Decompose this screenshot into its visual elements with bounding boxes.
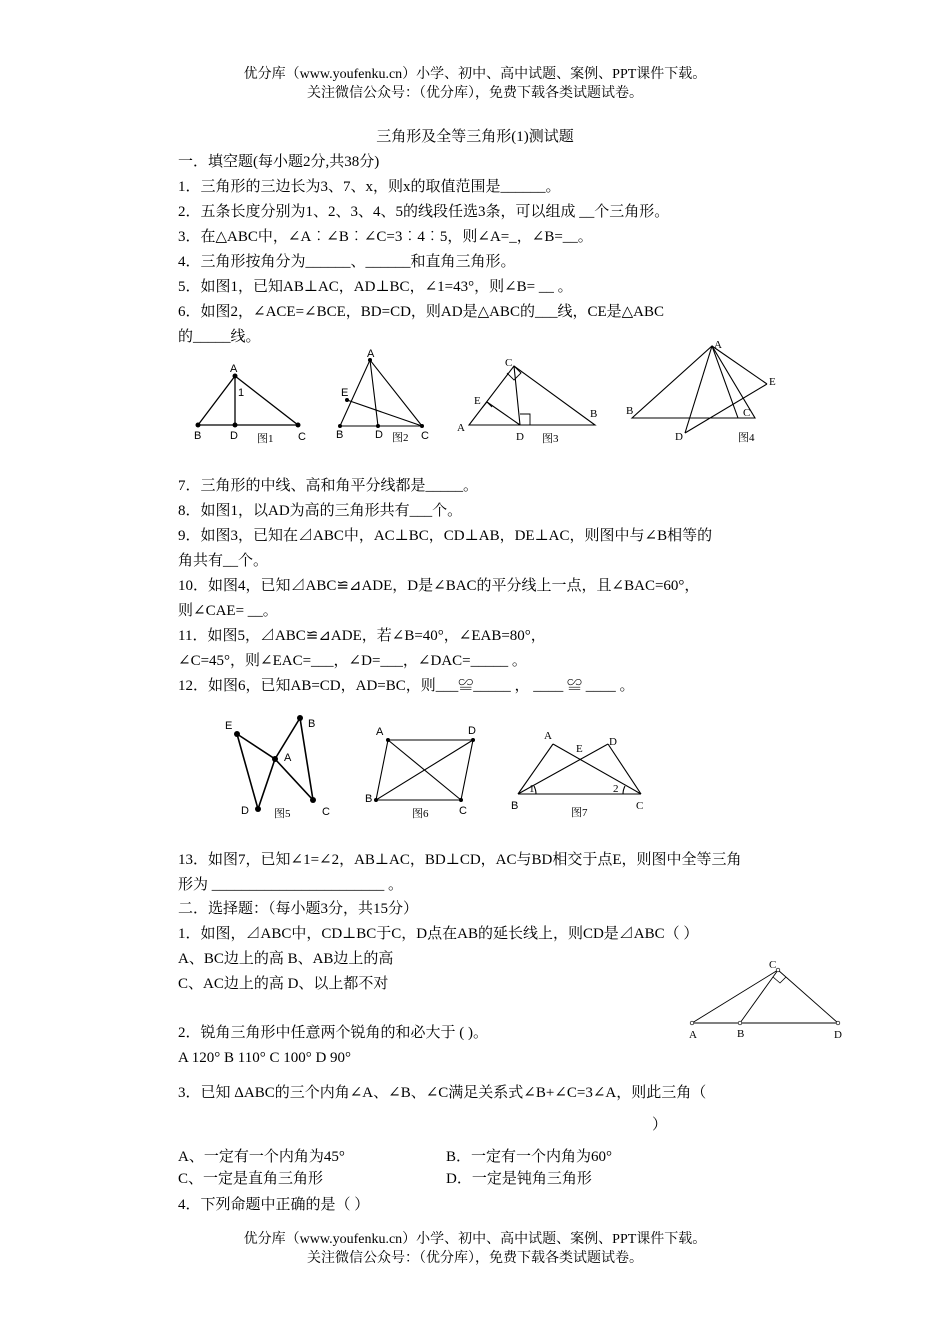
- question-line: 10．如图4，已知⊿ABC≌⊿ADE，D是∠BAC的平分线上一点，且∠BAC=60°，: [178, 578, 700, 594]
- option-c: C、一定是直角三角形: [178, 1171, 324, 1187]
- question-line: 7．三角形的中线、高和角平分线都是_____。: [178, 478, 479, 494]
- fig3-caption: 图3: [542, 433, 559, 445]
- fig5-label-c: C: [322, 806, 330, 818]
- figure-3: [455, 350, 605, 450]
- question-line: 5．如图1，已知AB⊥AC，AD⊥BC，∠1=43°，则∠B= __ 。: [178, 279, 573, 295]
- fig3-label-c: C: [505, 357, 513, 369]
- question-line: 2．锐角三角形中任意两个锐角的和必大于 ( )。: [178, 1025, 488, 1041]
- question-close-paren: ）: [652, 1117, 668, 1133]
- question-line: 4．下列命题中正确的是（ ）: [178, 1197, 370, 1213]
- fig5-label-a: A: [284, 752, 292, 764]
- fig7-label-a: A: [544, 730, 552, 742]
- fig3-label-e: E: [474, 395, 481, 407]
- question-line: 12．如图6，已知AB=CD，AD=BC，则___≌_____ ， ____ ≌ ____ 。: [178, 678, 635, 694]
- option-line: C、AC边上的高 D、以上都不对: [178, 976, 389, 992]
- fig4-label-c: C: [743, 407, 751, 419]
- fig7-caption: 图7: [571, 807, 588, 819]
- figq1-label-d: D: [834, 1029, 842, 1041]
- figure-7: [508, 726, 658, 826]
- question-line: 2．五条长度分别为1、2、3、4、5的线段任选3条，可以组成 __个三角形。: [178, 204, 670, 220]
- fig2-label-b: B: [336, 429, 344, 441]
- figure-1: [180, 360, 320, 450]
- fig4-label-d: D: [675, 431, 683, 443]
- question-line: ∠C=45°，则∠EAC=___，∠D=___，∠DAC=_____ 。: [178, 653, 527, 669]
- fig4-label-e: E: [769, 376, 776, 388]
- fig1-label-d: D: [230, 430, 238, 442]
- fig6-label-b: B: [365, 793, 373, 805]
- fig2-label-c: C: [421, 430, 429, 442]
- fig7-label-c: C: [636, 800, 644, 812]
- fig3-label-b: B: [590, 408, 598, 420]
- question-line: 3．已知 ΔABC的三个内角∠A、∠B、∠C满足关系式∠B+∠C=3∠A，则此三角（: [178, 1085, 707, 1101]
- question-line: 8．如图1，以AD为高的三角形共有___个。: [178, 503, 463, 519]
- page-title: 三角形及全等三角形(1)测试题: [376, 129, 574, 145]
- fig7-label-d: D: [609, 736, 617, 748]
- question-line: 4．三角形按角分为______、______和直角三角形。: [178, 254, 516, 270]
- fig1-label-1: 1: [238, 387, 245, 399]
- question-line: 1．三角形的三边长为3、7、x，则x的取值范围是______。: [178, 179, 561, 195]
- fig7-label-e: E: [576, 743, 583, 755]
- header-line-2: 关注微信公众号：（优分库），免费下载各类试题试卷。: [307, 86, 643, 101]
- question-line: 1．如图，⊿ABC中，CD⊥BC于C，D点在AB的延长线上，则CD是⊿ABC（ ）: [178, 926, 699, 942]
- question-line: 则∠CAE= __。: [178, 603, 278, 619]
- question-line: 13．如图7，已知∠1=∠2，AB⊥AC，BD⊥CD，AC与BD相交于点E，则图中全等三角: [178, 852, 742, 868]
- figure-4: [620, 338, 790, 448]
- fig2-label-d: D: [375, 429, 383, 441]
- fig7-label-1: 1: [529, 783, 535, 795]
- fig6-label-d: D: [468, 725, 476, 737]
- fig2-caption: 图2: [392, 432, 409, 444]
- section2-heading: 二．选择题：（每小题3分，共15分）: [178, 901, 419, 917]
- fig5-label-b: B: [308, 718, 316, 730]
- fig1-label-c: C: [298, 431, 306, 443]
- fig6-label-a: A: [376, 726, 384, 738]
- section1-heading: 一．填空题(每小题2分,共38分): [178, 154, 380, 170]
- figure-2: [330, 348, 440, 448]
- question-line: 11．如图5，⊿ABC≌⊿ADE，若∠B=40°，∠EAB=80°，: [178, 628, 546, 644]
- question-line: 6．如图2，∠ACE=∠BCE，BD=CD，则AD是△ABC的___线，CE是△ABC: [178, 304, 664, 320]
- figq1-label-b: B: [737, 1028, 745, 1040]
- option-a: A、一定有一个内角为45°: [178, 1149, 345, 1165]
- option-b: B．一定有一个内角为60°: [446, 1149, 613, 1165]
- fig4-caption: 图4: [738, 432, 755, 444]
- fig6-caption: 图6: [412, 808, 429, 820]
- question-line: 3．在△ABC中，∠A︰∠B︰∠C=3︰4︰5，则∠A=_，∠B=__。: [178, 229, 593, 245]
- figure-5: [220, 712, 340, 827]
- fig4-label-a: A: [714, 339, 722, 351]
- figq1-label-c: C: [769, 959, 777, 971]
- fig1-label-b: B: [194, 430, 202, 442]
- figq1-label-a: A: [689, 1029, 697, 1041]
- fig4-label-b: B: [626, 405, 634, 417]
- header-line-1: 优分库（www.youfenku.cn）小学、初中、高中试题、案例、PPT课件下载。: [243, 67, 707, 82]
- figure-choice-1: [680, 955, 850, 1045]
- question-line: 角共有__个。: [178, 553, 269, 569]
- option-line: A、BC边上的高 B、AB边上的高: [178, 951, 394, 967]
- option-line: A 120° B 110° C 100° D 90°: [178, 1050, 352, 1066]
- footer-line-2: 关注微信公众号：（优分库），免费下载各类试题试卷。: [307, 1251, 643, 1266]
- fig1-label-a: A: [230, 363, 238, 375]
- figure-6: [362, 722, 487, 822]
- fig7-label-2: 2: [613, 783, 619, 795]
- footer-line-1: 优分库（www.youfenku.cn）小学、初中、高中试题、案例、PPT课件下载。: [243, 1232, 707, 1247]
- fig1-caption: 图1: [257, 433, 274, 445]
- fig5-label-e: E: [225, 720, 233, 732]
- fig3-label-a: A: [457, 422, 465, 434]
- fig5-label-d: D: [241, 805, 249, 817]
- question-line: 的_____线。: [178, 329, 261, 345]
- option-d: D．一定是钝角三角形: [446, 1171, 592, 1187]
- fig3-label-d: D: [516, 431, 524, 443]
- fig2-label-e: E: [341, 387, 349, 399]
- fig2-label-a: A: [367, 348, 375, 360]
- question-line: 形为 _______________________ 。: [178, 877, 404, 893]
- fig7-label-b: B: [511, 800, 519, 812]
- question-line: 9．如图3，已知在⊿ABC中，AC⊥BC，CD⊥AB，DE⊥AC，则图中与∠B相等的: [178, 528, 713, 544]
- fig5-caption: 图5: [274, 808, 291, 820]
- fig6-label-c: C: [459, 805, 467, 817]
